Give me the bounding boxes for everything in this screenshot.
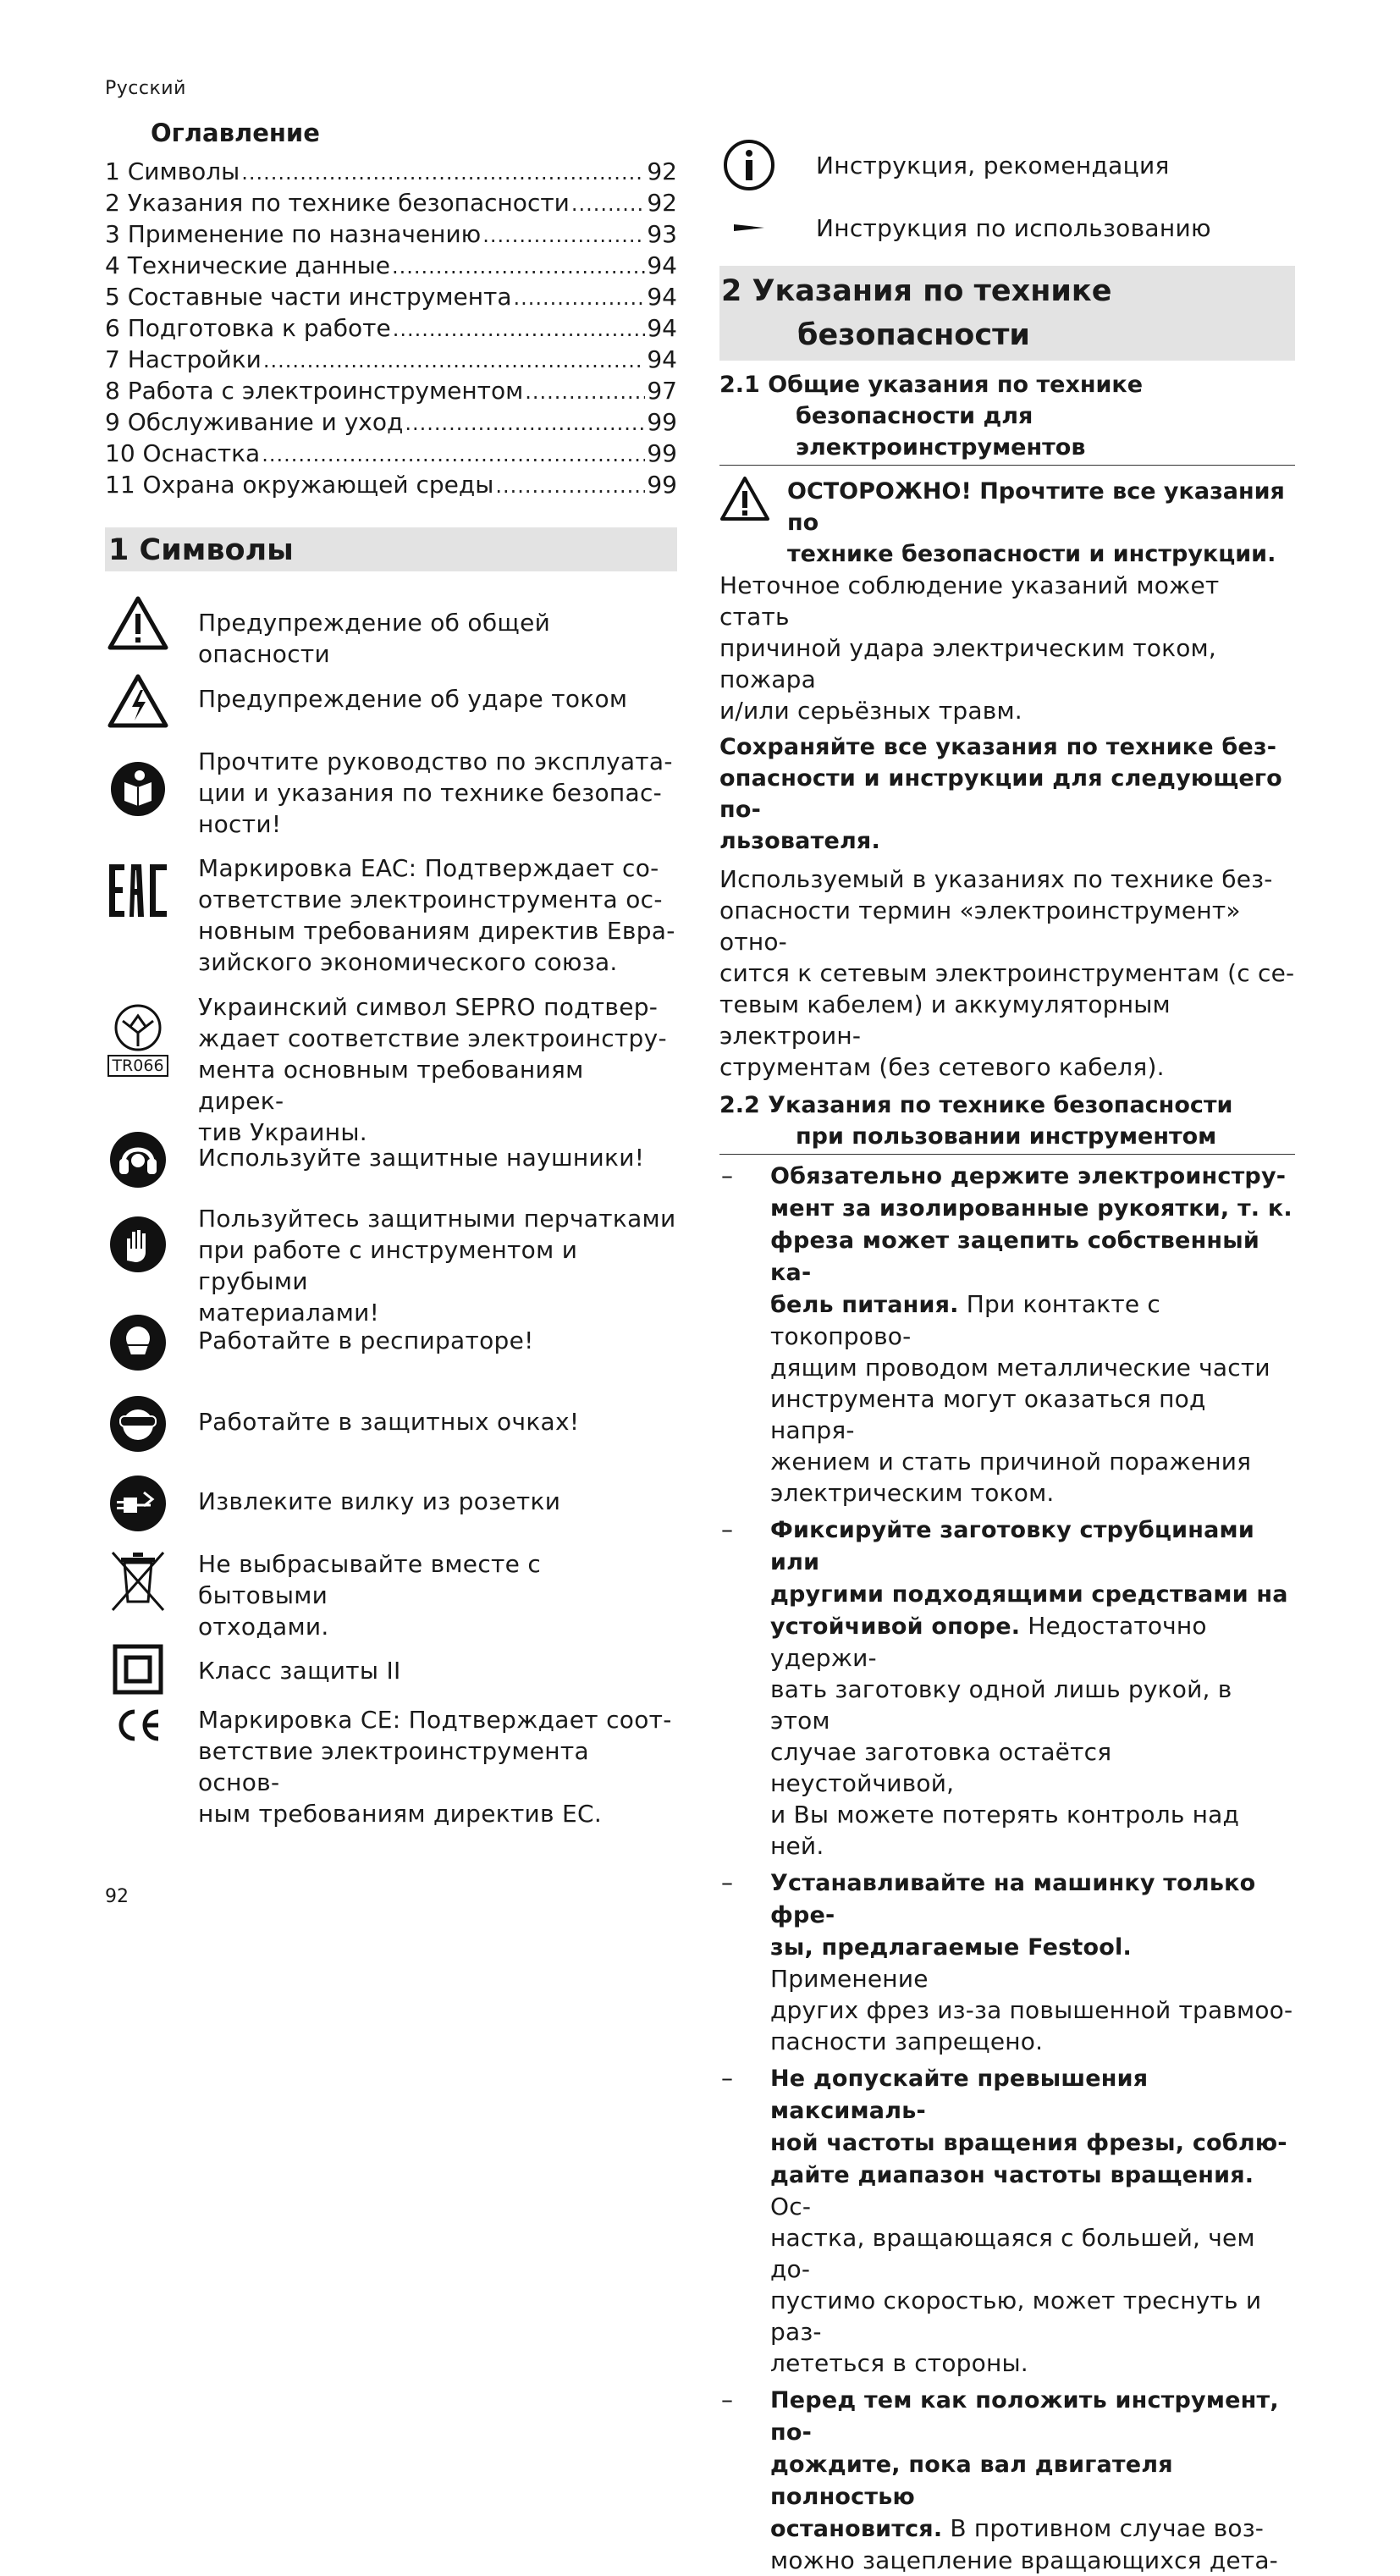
toc-item[interactable]: 4 Технические данные ..... 94 bbox=[105, 251, 677, 283]
warning-triangle-icon bbox=[105, 590, 171, 656]
subheading-2-2: 2.2 Указания по технике безопасности при пользовании инструментом bbox=[719, 1089, 1295, 1155]
toc-item[interactable]: 3 Применение по назначению ..... 93 bbox=[105, 220, 677, 251]
toc-item[interactable]: 11 Охрана окружающей среды ..... 99 bbox=[105, 471, 677, 502]
list-item: – Фиксируйте заготовку струбцинами или другими подходящими средствами на устойчивой опоре. Недостаточно удержи- вать заготовку одной лишь рукой, в этом случае заготовка остаётся неустойчивой, и Вы можете потерять контроль над ней. bbox=[721, 1515, 1288, 1860]
safety-goggles-icon bbox=[105, 1391, 171, 1457]
ear-protection-icon bbox=[105, 1127, 171, 1193]
subheading-2-1: 2.1 Общие указания по технике безопасности для электроинструментов bbox=[719, 369, 1295, 466]
paragraph: Неточное соблюдение указаний может стать причиной удара электрическим током, пожара и/или серьёзных травм. bbox=[719, 571, 1220, 725]
crossed-bin-icon bbox=[105, 1548, 171, 1614]
symbol-row: Маркировка CE: Подтверждает соот- ветствие электроинструмента основ- ным требованиям директив ЕС. bbox=[105, 1704, 677, 1806]
symbol-row: Предупреждение об общей опасности bbox=[105, 590, 677, 668]
symbol-row: Используйте защитные наушники! bbox=[105, 1127, 677, 1203]
paragraph: Используемый в указаниях по технике без- опасности термин «электроинструмент» отно- сится к сетевым электроинструментам (с се- тевым кабелем) и аккумуляторным электроин- струментам (без сетевого кабеля). bbox=[719, 865, 1295, 1081]
left-column bbox=[105, 119, 677, 1828]
respirator-icon bbox=[105, 1310, 171, 1376]
toc-list bbox=[105, 157, 677, 502]
protective-gloves-icon bbox=[105, 1211, 171, 1277]
toc-item[interactable]: 1 Символы ..... 92 bbox=[105, 157, 677, 189]
symbols-list bbox=[105, 590, 677, 1828]
arrow-icon bbox=[719, 221, 779, 234]
symbol-row: Пользуйтесь защитными перчатками при работе с инструментом и грубыми материалами! bbox=[105, 1203, 677, 1310]
electric-shock-icon bbox=[105, 668, 171, 734]
safety-bullets bbox=[719, 1160, 1295, 2576]
info-symbol-row: Инструкция, рекомендация bbox=[719, 134, 1295, 196]
symbol-row: Класс защиты II bbox=[105, 1643, 677, 1704]
warning-block: ОСТОРОЖНО! Прочтите все указания по технике безопасности и инструкции. bbox=[719, 476, 1295, 570]
read-manual-icon bbox=[105, 756, 171, 822]
toc-item[interactable]: 2 Указания по технике безопасности ..... 92 bbox=[105, 189, 677, 220]
info-icon bbox=[719, 139, 779, 191]
symbol-row: Извлеките вилку из розетки bbox=[105, 1470, 677, 1548]
symbol-row: Прочтите руководство по эксплуата- ции и указания по технике безопас- ности! bbox=[105, 746, 677, 852]
symbol-row: Работайте в респираторе! bbox=[105, 1310, 677, 1391]
toc-title: Оглавление bbox=[151, 119, 320, 147]
list-item: – Обязательно держите электроинстру- мент за изолированные рукоятки, т. к. фреза может зацепить собственный ка- бель питания. При контакте с токопрово- дящим проводом металлические части инструмента могут оказаться под напря- жением и стать причиной поражения электрическим током. bbox=[721, 1161, 1293, 1507]
toc-item[interactable]: 6 Подготовка к работе ..... 94 bbox=[105, 314, 677, 345]
toc-item[interactable]: 5 Составные части инструмента ..... 94 bbox=[105, 283, 677, 314]
safety-heading: 2 Указания по технике безопасности bbox=[719, 266, 1295, 361]
symbol-row: Работайте в защитных очках! bbox=[105, 1391, 677, 1470]
toc-item[interactable]: 9 Обслуживание и уход ..... 99 bbox=[105, 408, 677, 439]
toc-item[interactable]: 8 Работа с электроинструментом ..... 97 bbox=[105, 377, 677, 408]
page-number: 92 bbox=[105, 1886, 129, 1907]
symbol-row: Предупреждение об ударе током bbox=[105, 668, 677, 746]
toc-item[interactable]: 10 Оснастка ..... 99 bbox=[105, 439, 677, 471]
language-label: Русский bbox=[105, 78, 186, 99]
list-item: – Перед тем как положить инструмент, по- дождите, пока вал двигателя полностью остановится. В противном случае воз- можно зацепление вращающихся дета- bbox=[721, 2386, 1279, 2574]
symbol-row: TR066 Украинский символ SEPRO подтвер- ждает соответствие электроинстру- мента основным требованиям дирек- тив Украины. bbox=[105, 991, 677, 1127]
protection-class-ii-icon bbox=[105, 1643, 171, 1696]
list-item: – Не допускайте превышения максималь- ной частоты вращения фрезы, соблю- дайте диапазон частоты вращения. Ос- настка, вращающаяся с большей, чем до- пустимо скоростью, может треснуть и раз- лететься в стороны. bbox=[721, 2064, 1287, 2377]
ce-mark-icon bbox=[105, 1704, 171, 1746]
right-column bbox=[719, 134, 1295, 2576]
sepro-mark-icon bbox=[105, 993, 171, 1086]
unplug-icon bbox=[105, 1470, 171, 1536]
info-symbol-row: Инструкция по использованию bbox=[719, 196, 1295, 259]
list-item: – Устанавливайте на машинку только фре- зы, предлагаемые Festool. Применение других фрез из-за повышенной травмоо- пасности запрещено. bbox=[721, 1868, 1293, 2055]
warning-triangle-icon bbox=[719, 476, 770, 525]
toc-item[interactable]: 7 Настройки ..... 94 bbox=[105, 345, 677, 377]
eac-mark-icon bbox=[105, 858, 171, 924]
symbol-row: Маркировка EAC: Подтверждает со- ответствие электроинструмента ос- новным требованиям директив Евра- зийского экономического союза. bbox=[105, 852, 677, 991]
paragraph-bold: Сохраняйте все указания по технике без- опасности и инструкции для следующего по- льзователя. bbox=[719, 734, 1282, 854]
sepro-code: TR066 bbox=[107, 1055, 168, 1077]
symbols-heading: 1 Символы bbox=[105, 527, 677, 571]
symbol-row: Не выбрасывайте вместе с бытовыми отходами. bbox=[105, 1548, 677, 1643]
